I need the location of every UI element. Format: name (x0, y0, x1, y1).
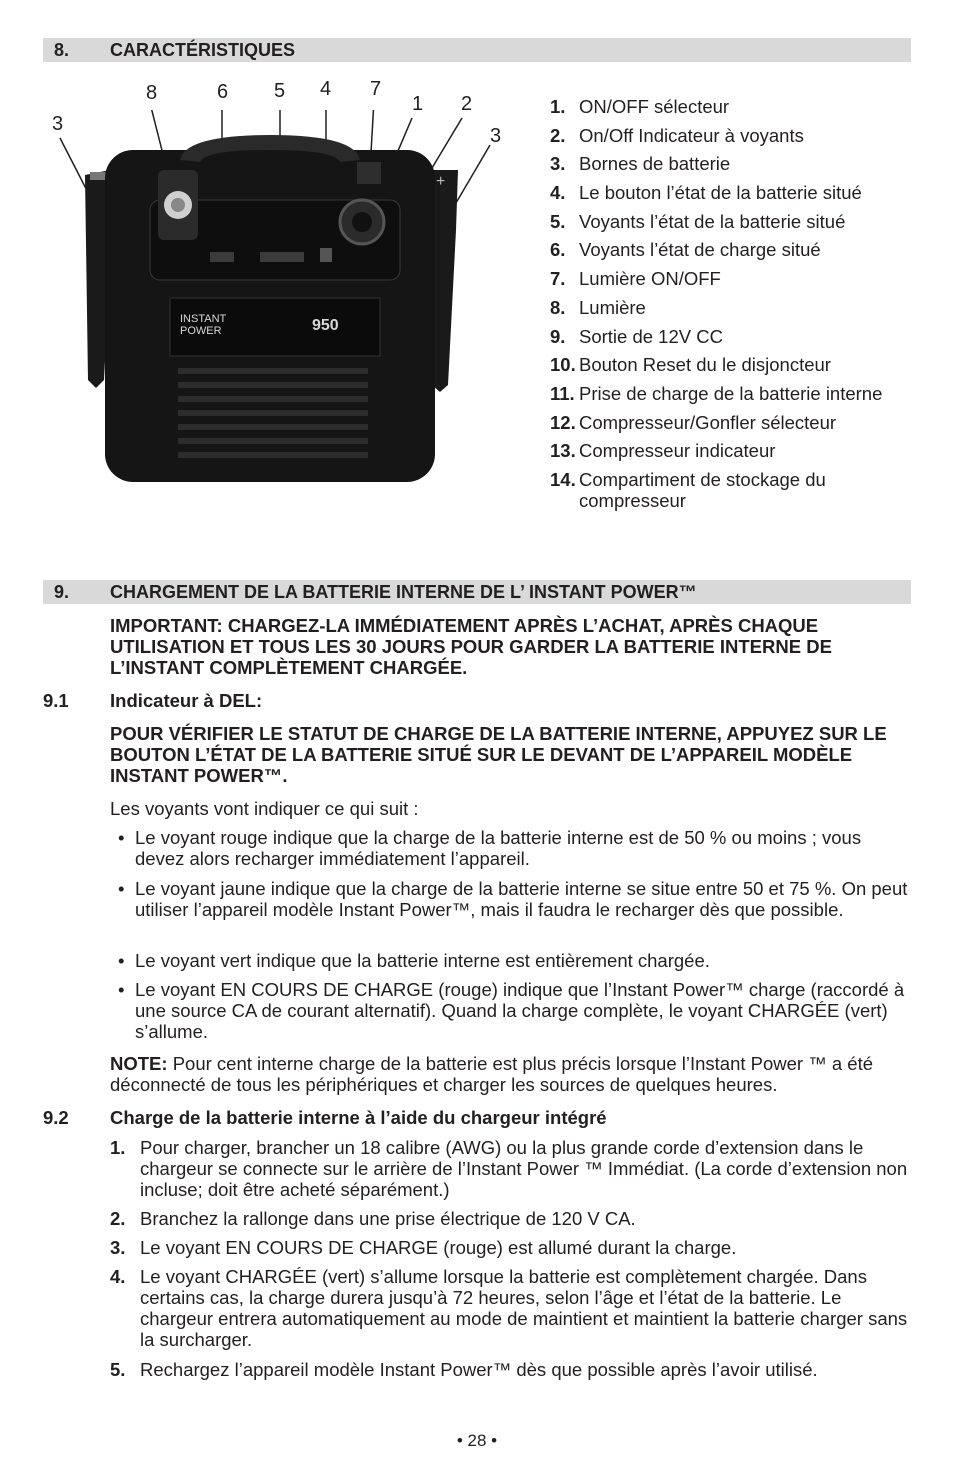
note-label: NOTE: (110, 1053, 168, 1074)
bullet-item: • Le voyant EN COURS DE CHARGE (rouge) indique que l’Instant Power™ charge (raccordé à une source CA de courant alternatif). Quand la charge complète, le voyant CHARGÉE (vert) s’allume. (118, 979, 905, 1042)
brand-text: POWER (180, 325, 222, 337)
list-item: 14. Compartiment de stockage du compresseur (550, 468, 826, 511)
list-item: 2. On/Off Indicateur à voyants (550, 124, 804, 146)
section-8-header (43, 38, 911, 62)
step-item: 4. Le voyant CHARGÉE (vert) s’allume lorsque la batterie est complètement chargée. Dans certains cas, la charge durera jusqu’à 72 heures, selon l’âge et l’état de la batterie. Le chargeur entrera automatiquement au mode de maintient et maintient la batterie charger sans la surcharger. (110, 1266, 908, 1350)
subsection-number: 9.2 (43, 1107, 69, 1128)
section-9-header (43, 580, 911, 604)
brand-text: INSTANT (180, 313, 227, 325)
model-text: 950 (312, 317, 339, 334)
note-text: Pour cent interne charge de la batterie est plus précis lorsque l’Instant Power ™ a été déconnecté de tous les périphériques et charger les sources de quelques heures. (110, 1053, 874, 1095)
list-item: 4. Le bouton l’état de la batterie situé (550, 182, 862, 204)
subsection-number: 9.1 (43, 690, 69, 711)
step-item: 3. Le voyant EN COURS DE CHARGE (rouge) est allumé durant la charge. (110, 1237, 737, 1258)
important-notice: IMPORTANT: CHARGEZ-LA IMMÉDIATEMENT APRÈS L’ACHAT, APRÈS CHAQUE UTILISATION ET TOUS LES 30 JOURS POUR GARDER LA BATTERIE INTERNE DE L’INSTANT COMPLÈTEMENT CHARGÉE. (110, 615, 832, 678)
list-item: 5. Voyants l’état de la batterie situé (550, 210, 846, 232)
list-item: 8. Lumière (550, 296, 646, 318)
bullet-item: • Le voyant rouge indique que la charge de la batterie interne est de 50 % ou moins ; vous devez alors recharger immédiatement l’appareil. (118, 827, 862, 869)
callout-label: 3 (490, 125, 502, 147)
list-item: 11. Prise de charge de la batterie interne (550, 382, 883, 404)
list-item: 1. ON/OFF sélecteur (550, 96, 730, 117)
step-item: 2. Branchez la rallonge dans une prise électrique de 120 V CA. (110, 1208, 636, 1229)
bullet-item: • Le voyant jaune indique que la charge de la batterie interne se situe entre 50 et 75 %. On peut utiliser l’appareil modèle Instant Power™, mais il faudra le recharger dès que possible. (118, 878, 908, 920)
bullet-item: • Le voyant vert indique que la batterie interne est entièrement chargée. (118, 950, 710, 971)
instruction-text: POUR VÉRIFIER LE STATUT DE CHARGE DE LA BATTERIE INTERNE, APPUYEZ SUR LE BOUTON L’ÉTAT DE LA BATTERIE SITUÉ SUR LE DEVANT DE L’APPAREIL MODÈLE INSTANT POWER™. (110, 723, 887, 786)
device-illustration (50, 110, 530, 510)
callout-label: 2 (461, 93, 473, 115)
svg-text:+: + (436, 173, 446, 190)
callout-label: 5 (274, 80, 286, 102)
step-item: 1. Pour charger, brancher un 18 calibre (AWG) ou la plus grande corde d’extension dans le chargeur se connecte sur le arrière de l’Instant Power ™ Immédiat. (La corde d’extension non incluse; doit être acheté séparément.) (110, 1137, 908, 1200)
feature-list (550, 96, 910, 519)
section-title: CARACTÉRISTIQUES (110, 40, 296, 60)
step-item: 5. Rechargez l’appareil modèle Instant Power™ dès que possible après l’avoir utilisé. (110, 1359, 818, 1380)
intro-text: Les voyants vont indiquer ce qui suit : (110, 798, 419, 819)
callout-label: 6 (217, 81, 229, 103)
list-item: 7. Lumière ON/OFF (550, 268, 721, 290)
page-number: • 28 • (456, 1431, 498, 1450)
subsection-title: Indicateur à DEL: (110, 690, 263, 711)
section-number: 9. (54, 582, 70, 602)
list-item: 10. Bouton Reset du le disjoncteur (550, 354, 831, 376)
callout-label: 8 (146, 82, 158, 104)
callout-label: 3 (52, 113, 64, 135)
callout-label: 1 (412, 93, 424, 115)
callout-label: 4 (320, 78, 332, 100)
callout-label: 7 (370, 78, 382, 100)
list-item: 12. Compresseur/Gonfler sélecteur (550, 411, 837, 433)
list-item: 6. Voyants l’état de charge situé (550, 239, 821, 261)
section-title: CHARGEMENT DE LA BATTERIE INTERNE DE L’ INSTANT POWER™ (110, 582, 697, 602)
list-item: 3. Bornes de batterie (550, 153, 731, 175)
section-number: 8. (54, 40, 70, 60)
subsection-title: Charge de la batterie interne à l’aide du chargeur intégré (110, 1107, 607, 1128)
list-item: 13. Compresseur indicateur (550, 440, 776, 462)
note-paragraph (110, 1053, 910, 1095)
list-item: 9. Sortie de 12V CC (550, 325, 723, 347)
